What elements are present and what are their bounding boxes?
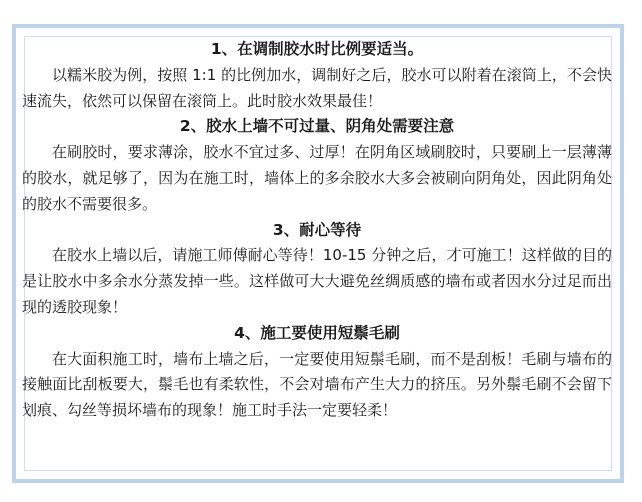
section-4-title: 4、施工要使用短鬃毛刷 [234,323,400,342]
section-1-title: 1、在调制胶水时比例要适当。 [210,40,424,58]
section-2-title: 2、胶水上墙不可过量、阴角处需要注意 [179,117,455,136]
section-3-body: 在胶水上墙以后，请施工师傅耐心等待！10-15 分钟之后，才可施工！这样做的目的是让胶水中多余水分蒸发掉一些。这样做可大大避免丝绸质感的墙布或者因水分过足而出现的透胶现象！ [22,246,612,316]
document-content [22,37,612,424]
section-4-body: 在大面积施工时，墙布上墙之后，一定要使用短鬃毛刷，而不是刮板！毛刷与墙布的接触面比刮板要大，鬃毛也有柔软性，不会对墙布产生大力的挤压。另外鬃毛刷不会留下划痕、勾丝等损坏墙布的现象！施工时手法一定要轻柔！ [22,349,612,420]
section-3-title: 3、耐心等待 [272,220,362,239]
section-2-body: 在刷胶时，要求薄涂，胶水不宜过多、过厚！在阴角区域刷胶时，只要刷上一层薄薄的胶水，就足够了，因为在施工时，墙体上的多余胶水大多会被刷向阴角处，因此阴角处的胶水不需要很多。 [22,143,612,213]
section-1-body: 以糯米胶为例，按照 1:1 的比例加水，调制好之后，胶水可以附着在滚筒上，不会快速流失，依然可以保留在滚筒上。此时胶水效果最佳！ [22,65,612,110]
